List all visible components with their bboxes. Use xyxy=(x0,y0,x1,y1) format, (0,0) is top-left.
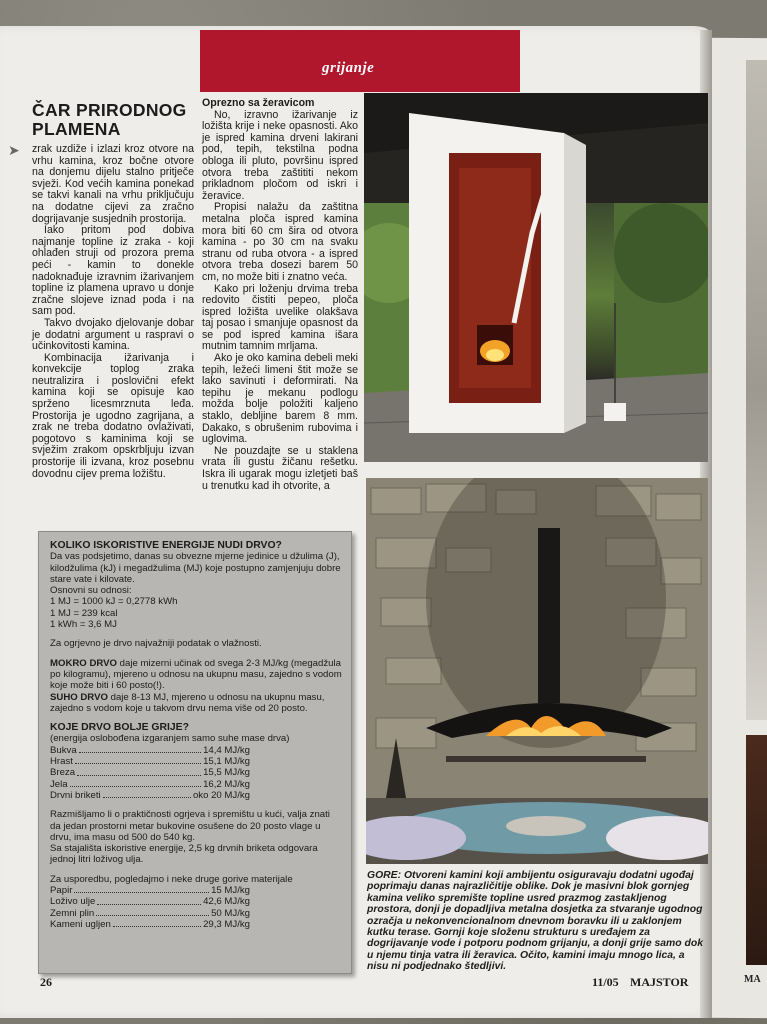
relation-line: 1 MJ = 239 kcal xyxy=(50,607,118,619)
which-wood-subtitle: (energija oslobođena izgaranjem samo suhe mase drva) xyxy=(50,733,290,745)
paragraph: Iako pritom pod dobiva najmanje topline iz zraka - koji ohlađen struji od prozora prema peći - kamin to donekle nadoknađuje izravnim ižarivanjem topline iz plamena upravo u donje zračne slojeve iznad poda i na sam pod. xyxy=(32,224,194,318)
fuel-table xyxy=(50,885,250,930)
wood-table xyxy=(50,745,250,801)
energy-info-box xyxy=(38,531,352,974)
paragraph: Kako pri loženju drvima treba redovito čistiti pepeo, ploča ispred ložišta uvelike olakšava taj posao i smanjuje opasnost da se pod ispred kamina išara mutnim tamnim mrljama. xyxy=(202,282,358,353)
practical-note: Razmišljamo li o praktičnosti ogrjeva i spremištu u kući, valja znati da jedan prostorni metar bukovine osušene do 20 posto vlage u drvu, ima masu od 500 do 540 kg. xyxy=(50,809,330,843)
table-row xyxy=(50,919,250,930)
paragraph: Kombinacija ižarivanja i konvekcije toplog zraka neutralizira i poslovični efekt kamina koji se opisuje kao sprženo licesmrznuta leđa. Prostorija je ugodno zagrijana, a zrak ne treba dodatno ovlaživati, pogotovo s kaminima koji se svježim zrakom opskrbljuju izvan prostorije ili izvana, kroz posebnu dovodnu cijev prema ložištu. xyxy=(32,351,194,480)
wet-wood-paragraph xyxy=(50,658,342,692)
wet-wood-label: MOKRO DRVO xyxy=(50,657,117,669)
wood-value: 14,4 MJ/kg xyxy=(203,744,250,756)
dry-wood-text: daje 8-13 MJ, mjereno u odnosu na ukupnu masu, zajedno s vodom koje u takvom drvu nema više od 20 posto. xyxy=(50,691,325,714)
table-row xyxy=(50,885,250,896)
compare-intro: Za usporedbu, pogledajmo i neke druge gorive materijale xyxy=(50,873,293,885)
continuation-arrow-icon: ➤ xyxy=(8,142,20,158)
wood-value: 16,2 MJ/kg xyxy=(203,778,250,790)
relation-line: 1 kWh = 3,6 MJ xyxy=(50,619,117,631)
photo-caption: GORE: Otvoreni kamini koji ambijentu osiguravaju dodatni ugođaj poprimaju danas najrazličitije oblike. Dok je masivni blok gornjeg kamina veliko spremište topline usred prazmog zastakljenog prostora, donji je dopadljiva metalna dosjetka za stvaranje ugodnog ozračja u nekonvencionalnom dnevnom boravku ili u zaklonjem kutku terase. Gornji koje složenu strukturu s uređajem za dogrijavanje vode i potporu podnom grijanju, a donji grije samo dok u njemu tinja vatra ili žeravica. Očito, kamini imaju mnogo lica, a nisu ni podjednako štedljivi. xyxy=(367,870,703,973)
fuel-value: 42,6 MJ/kg xyxy=(203,896,250,908)
wet-wood-text: daje mizerni učinak od svega 2-3 MJ/kg (megadžula po kilogramu), mjereno u odnosu na ukupnu masu, zajedno s vodom koje može biti i 60 posto(!). xyxy=(50,657,342,692)
wood-name: Jela xyxy=(50,778,68,790)
fuel-value: 29,3 MJ/kg xyxy=(203,918,250,930)
box-intro: Da vas podsjetimo, danas su obvezne mjerne jedinice u džulima (J), kilodžulima (kJ) i megadžulima (MJ) koje postupno zamjenjuju dobre stare vate i kilovate. xyxy=(50,551,341,585)
wood-name: Hrast xyxy=(50,756,73,768)
table-row xyxy=(50,767,250,778)
paragraph: Ako je oko kamina debeli meki tepih, ležeći limeni štit može se lako savinuti i deformirati. Na tepihu je mekanu podlogu možda bolje položiti kaljeno staklo, debljine barem 8 mm. Dakako, s obrušenim rubovima i uglovima. xyxy=(202,352,358,446)
fuel-name: Papir xyxy=(50,885,73,897)
column-2 xyxy=(202,98,358,492)
section-tag: grijanje xyxy=(322,60,375,76)
subheading: Oprezno sa žeravicom xyxy=(202,97,315,109)
fuel-name: Loživo ulje xyxy=(50,896,96,908)
page-number: 26 xyxy=(40,975,52,989)
paragraph: Propisi nalažu da zaštitna metalna ploča ispred kamina mora biti 60 cm šira od otvora kamina - po 30 cm na svaku stranu od ruba otvora - a ispred otvora treba dosezi barem 50 cm, no može biti i znatno veća. xyxy=(202,201,358,283)
column-1 xyxy=(32,144,194,480)
wood-name: Drvni briketi xyxy=(50,789,101,801)
moisture-note: Za ogrjevno je drvo najvažniji podatak o vlažnosti. xyxy=(50,638,262,650)
briquette-note: Sa stajališta iskoristive energije, 2,5 kg drvnih briketa odgovara jednoj litri loživog ulja. xyxy=(50,843,318,866)
dry-wood-label: SUHO DRVO xyxy=(50,691,108,703)
facing-page-footer: MA xyxy=(744,974,761,985)
facing-page-photo xyxy=(746,60,767,720)
dry-wood-paragraph xyxy=(50,692,342,715)
wood-name: Bukva xyxy=(50,744,77,756)
box-basic-label: Osnovni su odnosi: xyxy=(50,585,132,597)
fuel-value: 15 MJ/kg xyxy=(211,885,250,897)
table-row xyxy=(50,756,250,767)
wood-value: 15,1 MJ/kg xyxy=(203,756,250,768)
paragraph: No, izravno ižarivanje iz ložišta krije i neke opasnosti. Ako je ispred kamina drveni lakirani pod, tepih, tekstilna podna obloga ili pluto, površinu ispred otvora treba zaštititi nekom prikladnom pločom od iskri i žeravice. xyxy=(202,108,358,202)
issue-number: 11/05 xyxy=(592,975,619,989)
hanging-fireplace-photo xyxy=(366,478,708,864)
facing-page-photo-2 xyxy=(746,735,767,965)
article-headline: ČAR PRIRODNOG PLAMENA xyxy=(32,100,187,139)
wood-value: oko 20 MJ/kg xyxy=(192,789,250,801)
box-title: KOLIKO ISKORISTIVE ENERGIJE NUDI DRVO? xyxy=(50,540,282,551)
fuel-value: 50 MJ/kg xyxy=(211,907,250,919)
fireplace-block-photo xyxy=(364,93,708,462)
table-row xyxy=(50,908,250,919)
paragraph: Takvo dvojako djelovanje dobar je dodatni argument u raspravi o učinkovitosti kamina. xyxy=(32,316,194,353)
wood-name: Breza xyxy=(50,767,76,779)
relation-line: 1 MJ = 1000 kJ = 0,2778 kWh xyxy=(50,596,178,608)
table-row xyxy=(50,745,250,756)
fuel-name: Kameni ugljen xyxy=(50,918,111,930)
fuel-name: Zemni plin xyxy=(50,907,95,919)
magazine-name: MAJSTOR xyxy=(630,975,689,989)
wood-value: 15,5 MJ/kg xyxy=(203,767,250,779)
which-wood-title: KOJE DRVO BOLJE GRIJE? xyxy=(50,722,189,734)
table-row xyxy=(50,896,250,907)
paragraph: Ne pouzdajte se u staklena vrata ili gustu žičanu rešetku. Iskra ili ugarak mogu izletjeti baš u trenutku kad ih otvorite, a xyxy=(202,444,358,492)
table-row xyxy=(50,790,250,801)
table-row xyxy=(50,779,250,790)
paragraph: zrak uzdiže i izlazi kroz otvore na vrhu kamina, kroz bočne otvore na donjemu dijelu stalno pritječe svježi. Kod većih kamina ponekad se takvi kanali na vrhu priključuju na dodatne cijevi za zračno dogrijavanje susjednih prostorija. xyxy=(32,143,194,225)
